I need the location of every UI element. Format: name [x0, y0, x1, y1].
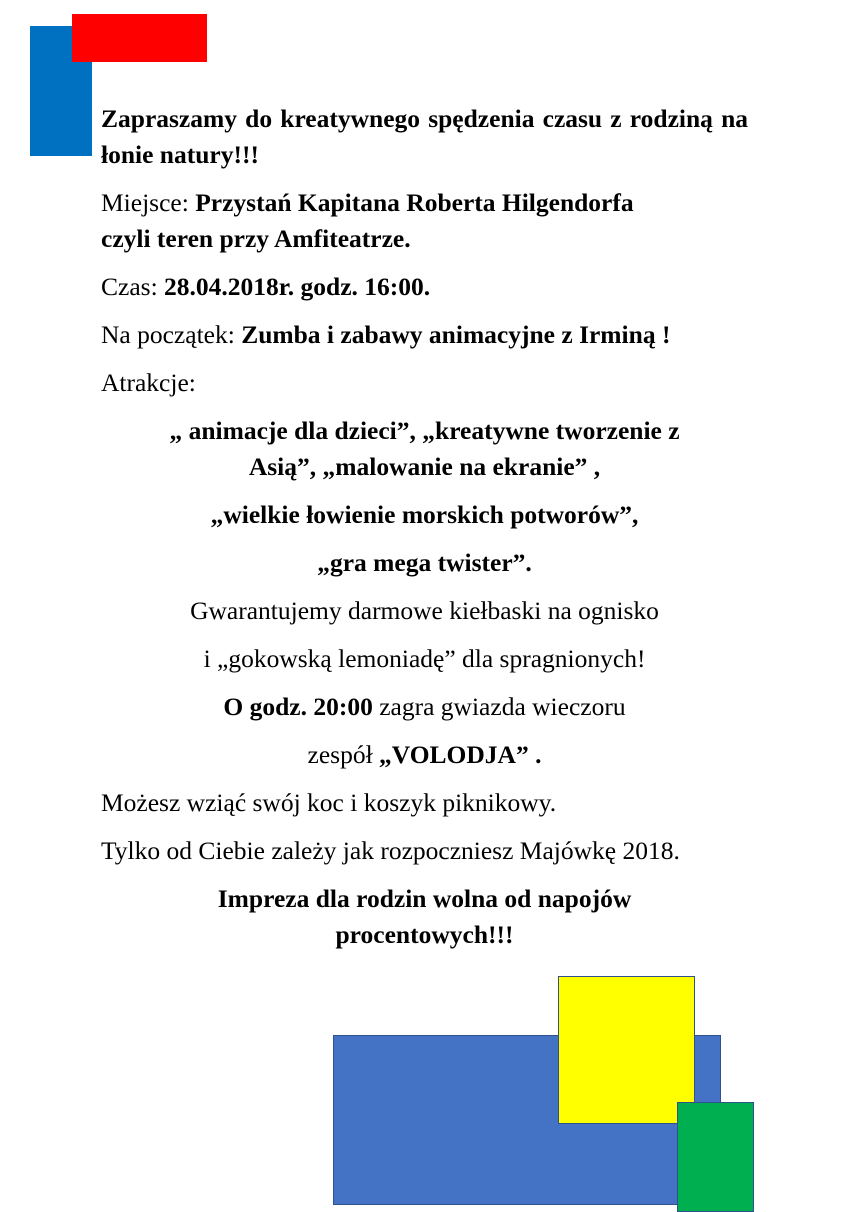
green-rectangle-decoration	[677, 1102, 754, 1212]
start-value: Zumba i zabawy animacyjne z Irminą !	[241, 320, 671, 349]
attractions-label: Atrakcje:	[101, 368, 196, 397]
closing-line-2: procentowych!!!	[335, 920, 514, 949]
time-value: 28.04.2018r. godz. 16:00.	[164, 272, 431, 301]
red-rectangle-decoration	[72, 14, 207, 62]
time-label: Czas:	[101, 272, 165, 301]
concert-time: O godz. 20:00	[223, 692, 380, 721]
band-prefix: zespół	[307, 740, 380, 769]
intro-text: Zapraszamy do kreatywnego spędzenia czasu z rodziną na łonie natury!!!	[101, 104, 748, 169]
attractions-line-2: Asią”, „malowanie na ekranie” ,	[248, 452, 601, 481]
attractions-line-4: „gra mega twister”.	[317, 548, 532, 577]
concert-line	[101, 689, 748, 725]
food-line-2: i „gokowską lemoniadę” dla spragnionych!	[203, 644, 646, 673]
place-value-1: Przystań Kapitana Roberta Hilgendorfa	[195, 188, 634, 217]
closing-line-1: Impreza dla rodzin wolna od napojów	[217, 884, 632, 913]
place-line	[101, 185, 748, 221]
picnic-line: Możesz wziąć swój koc i koszyk piknikowy.	[101, 788, 557, 817]
attractions-line-1: „ animacje dla dzieci”, „kreatywne tworzenie z	[169, 416, 680, 445]
time-line	[101, 269, 748, 305]
concert-text: zagra gwiazda wieczoru	[379, 692, 626, 721]
band-name: „VOLODJA” .	[379, 740, 542, 769]
poster-text	[101, 101, 748, 953]
place-value-2: czyli teren przy Amfiteatrze.	[101, 224, 411, 253]
attractions-line-3: „wielkie łowienie morskich potworów”,	[210, 500, 639, 529]
yellow-square-decoration	[558, 976, 695, 1124]
band-line	[101, 737, 748, 773]
majowka-line: Tylko od Ciebie zależy jak rozpoczniesz Majówkę 2018.	[101, 836, 680, 865]
start-line	[101, 317, 748, 353]
food-line-1: Gwarantujemy darmowe kiełbaski na ognisko	[190, 596, 659, 625]
start-label: Na początek:	[101, 320, 242, 349]
place-label: Miejsce:	[101, 188, 196, 217]
